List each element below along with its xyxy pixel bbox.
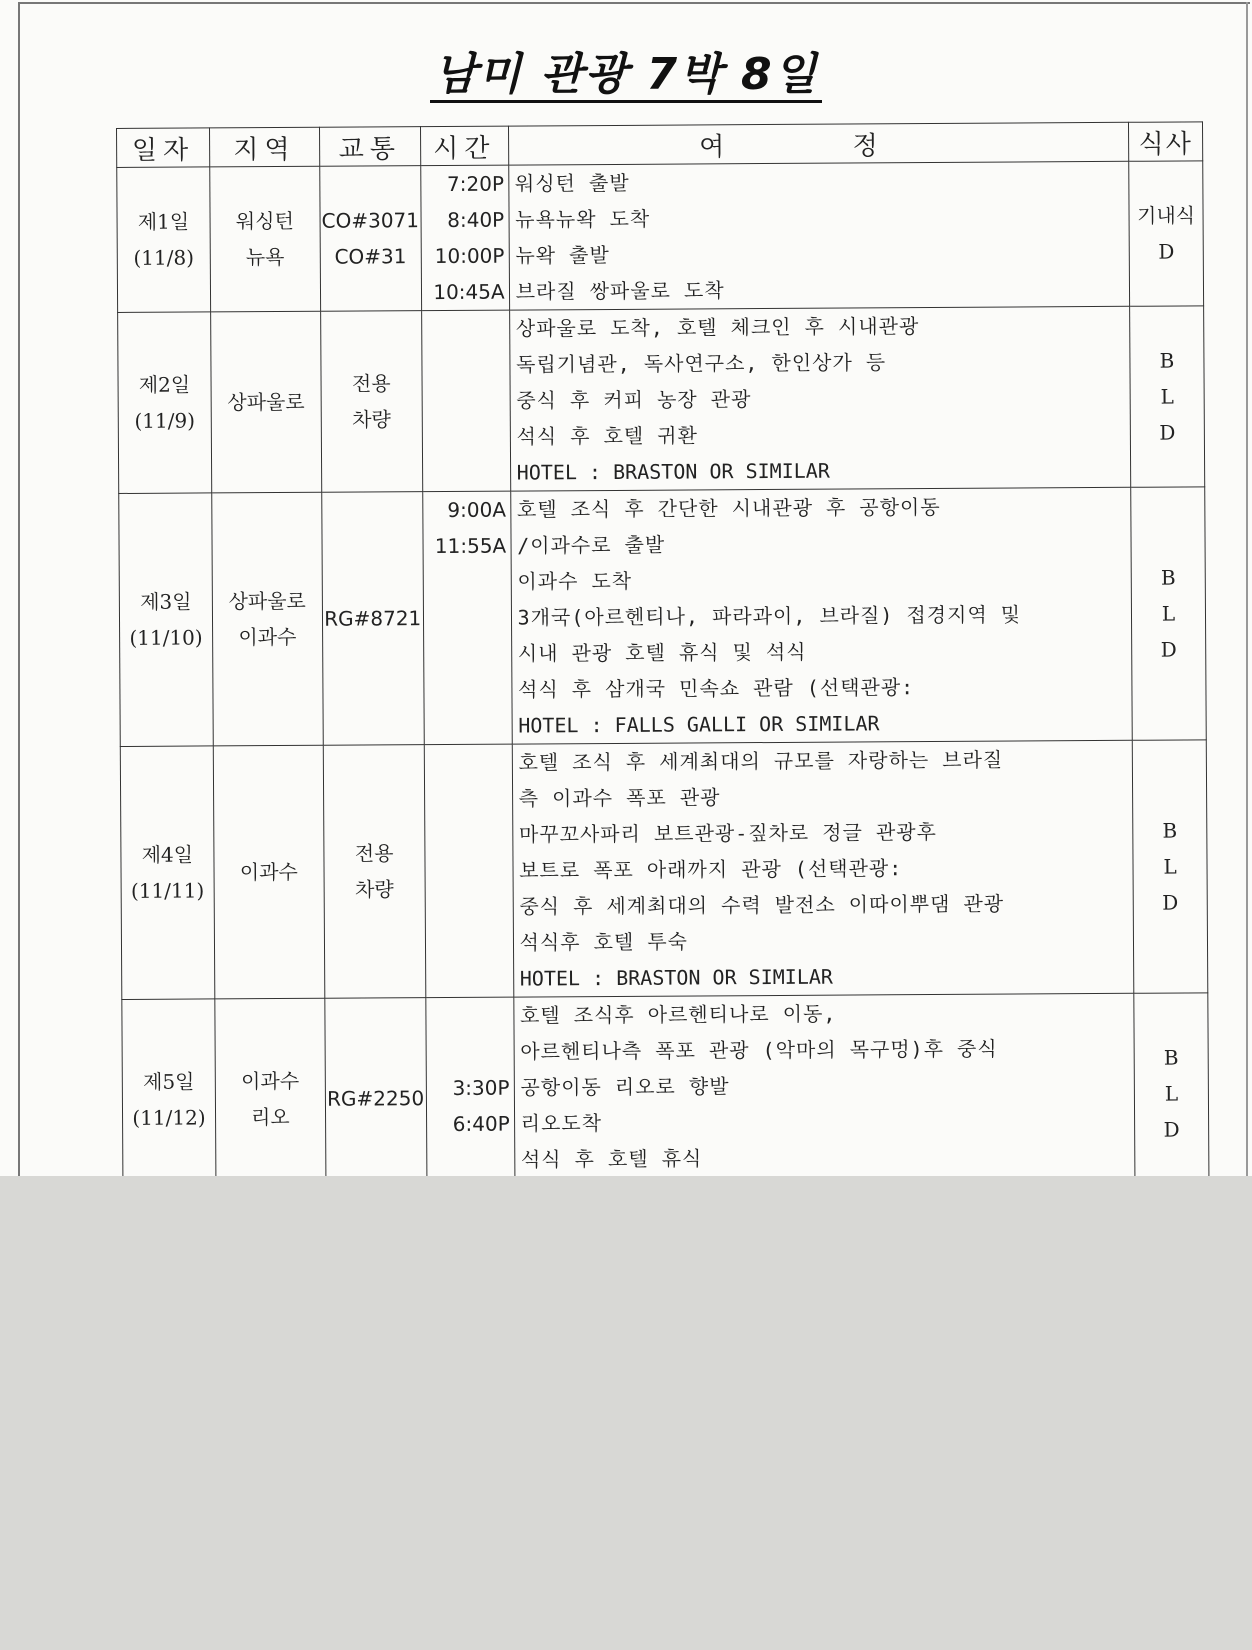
schedule-line: HOTEL : BRASTON OR SIMILAR	[519, 964, 833, 991]
page-edge-left	[18, 2, 20, 1176]
time-line: 3:30P	[452, 1075, 510, 1100]
region-line: 리오	[250, 1104, 290, 1129]
time-lines	[422, 311, 505, 312]
schedule-cell	[510, 487, 1132, 744]
header-time: 시간	[420, 126, 508, 166]
itinerary-body	[117, 161, 1209, 1176]
schedule-line: 상파울로 도착, 호텔 체크인 후 시내관광	[515, 314, 920, 341]
region-line: 이과수	[241, 1068, 300, 1093]
schedule-cell	[513, 993, 1135, 1176]
meal-line: L	[1163, 854, 1177, 879]
schedule-line: 중식 후 세계최대의 수력 발전소 이따이뿌댐 관광	[519, 891, 1005, 919]
title-text: 남미 관광 7박 8일	[430, 49, 822, 103]
date-line: 제1일	[137, 209, 190, 234]
meal-lines	[1135, 1039, 1209, 1147]
date-line: (11/8)	[133, 245, 195, 270]
date-lines	[117, 203, 209, 276]
time-line: 7:20P	[446, 171, 505, 196]
schedule-line: 워싱턴 출발	[514, 170, 630, 196]
time-line	[426, 998, 509, 1035]
date-line: (11/9)	[134, 408, 196, 433]
region-lines	[211, 384, 320, 421]
transport-line: CO#3071	[321, 208, 420, 233]
schedule-line: HOTEL : FALLS GALLI OR SIMILAR	[518, 711, 880, 738]
schedule-line: 독립기념관, 독사연구소, 한인상가 등	[516, 350, 887, 377]
schedule-line: 측 이과수 폭포 관광	[518, 785, 721, 811]
schedule-lines	[518, 741, 1133, 997]
time-lines	[426, 998, 510, 1143]
date-line: 제3일	[140, 589, 192, 614]
meal-line: D	[1158, 239, 1175, 264]
header-date: 일자	[117, 128, 210, 168]
schedule-line: 리오도착	[520, 1111, 603, 1136]
time-line: 11:55A	[434, 533, 507, 559]
time-line: 6:40P	[452, 1111, 510, 1136]
header-transport: 교통	[319, 127, 420, 167]
page-edge-top	[18, 2, 1250, 4]
meal-line: L	[1161, 601, 1176, 626]
meal-line: B	[1162, 818, 1178, 843]
time-line: 10:45A	[433, 279, 505, 305]
meal-line: 기내식	[1137, 203, 1196, 228]
schedule-line: 3개국(아르헨티나, 파라과이, 브라질) 접경지역 및	[517, 602, 1022, 630]
day-row	[118, 306, 1205, 494]
schedule-line: 석식 후 삼개국 민속쇼 관람 (선택관광:	[518, 675, 915, 702]
transport-cell	[321, 492, 424, 746]
date-line: (11/11)	[130, 878, 205, 903]
meal-line: B	[1159, 348, 1175, 373]
date-lines	[121, 836, 213, 909]
meal-cell	[1132, 740, 1207, 993]
date-cell	[120, 746, 214, 1000]
meal-line: L	[1164, 1081, 1179, 1106]
time-line	[426, 1034, 509, 1071]
transport-line: 차량	[354, 877, 394, 902]
header-schedule: 여 정	[508, 122, 1129, 165]
day-row	[122, 993, 1209, 1176]
date-lines	[123, 1063, 215, 1136]
time-lines	[423, 492, 506, 565]
schedule-line: /이과수로 출발	[517, 532, 666, 558]
schedule-cell	[512, 740, 1134, 997]
transport-cell	[320, 311, 422, 493]
region-line: 이과수	[238, 624, 297, 650]
time-lines	[424, 745, 507, 746]
time-cell	[422, 491, 511, 745]
date-line: 제2일	[138, 372, 191, 397]
transport-lines	[326, 1080, 426, 1117]
schedule-line: 호텔 조식후 아르헨티나로 이동,	[519, 1001, 837, 1028]
day-row	[117, 161, 1204, 313]
meal-cell	[1130, 306, 1205, 487]
region-lines	[210, 203, 319, 276]
time-line: 10:00P	[434, 243, 505, 269]
page-edge-right	[1246, 2, 1248, 1176]
time-lines	[421, 166, 505, 311]
transport-cell	[323, 745, 426, 999]
meal-line: L	[1160, 384, 1174, 409]
date-lines	[120, 583, 212, 656]
schedule-line: 마꾸꼬사파리 보트관광-짚차로 정글 관광후	[518, 819, 937, 847]
time-cell	[424, 744, 513, 998]
schedule-cell	[509, 306, 1131, 491]
schedule-line: 석식 후 호텔 귀환	[516, 423, 698, 449]
document-title	[0, 38, 1252, 102]
meal-cell	[1134, 993, 1209, 1176]
time-cell	[420, 165, 509, 311]
schedule-line: 중식 후 커피 농장 관광	[516, 387, 752, 413]
transport-line: 전용	[354, 841, 394, 866]
transport-line: CO#31	[334, 244, 407, 269]
region-line: 뉴욕	[245, 244, 285, 270]
itinerary-table	[116, 121, 1210, 1176]
meal-line: B	[1163, 1045, 1179, 1070]
schedule-line: 보트로 폭포 아래까지 관광 (선택관광:	[519, 856, 903, 883]
meal-lines	[1132, 559, 1206, 667]
day-row	[120, 740, 1208, 1000]
schedule-lines	[520, 994, 1134, 1176]
header-region: 지역	[209, 127, 319, 167]
meal-cell	[1129, 161, 1204, 306]
schedule-lines	[517, 488, 1132, 744]
region-lines	[214, 854, 323, 891]
schedule-line: 아르헨티나측 폭포 관광 (악마의 목구멍)후 중식	[520, 1036, 998, 1064]
region-lines	[213, 583, 322, 656]
transport-lines	[323, 600, 423, 637]
date-lines	[118, 366, 210, 439]
schedule-lines	[516, 307, 1130, 491]
schedule-lines	[515, 162, 1129, 310]
region-lines	[216, 1062, 325, 1135]
transport-cell	[319, 166, 421, 312]
meal-lines	[1130, 342, 1204, 450]
schedule-line: 이과수 도착	[517, 568, 633, 594]
transport-lines	[321, 365, 421, 438]
meal-line: D	[1163, 1117, 1180, 1142]
meal-line: D	[1159, 420, 1176, 445]
time-cell	[421, 310, 510, 492]
schedule-line: HOTEL : BRASTON OR SIMILAR	[516, 458, 830, 485]
transport-cell	[325, 998, 427, 1176]
meal-line: D	[1160, 637, 1177, 662]
schedule-line: 뉴왁 출발	[515, 242, 610, 268]
meal-line: D	[1162, 890, 1179, 915]
region-line: 워싱턴	[235, 208, 294, 234]
schedule-line: 석식 후 호텔 휴식	[520, 1146, 703, 1172]
schedule-line: 뉴욕뉴왁 도착	[515, 206, 651, 232]
date-cell	[118, 312, 212, 494]
region-cell	[212, 492, 323, 746]
meal-line: B	[1160, 565, 1176, 590]
day-row	[119, 487, 1207, 747]
time-cell	[426, 997, 515, 1176]
time-line: 9:00A	[447, 497, 507, 522]
transport-line: 전용	[351, 371, 391, 396]
region-cell	[210, 166, 321, 312]
meal-lines	[1129, 197, 1202, 269]
time-line: 8:40P	[447, 207, 505, 232]
date-line: 제4일	[141, 842, 194, 867]
region-cell	[213, 745, 324, 999]
region-cell	[211, 311, 322, 493]
header-meal: 식사	[1129, 122, 1203, 161]
date-line: (11/12)	[132, 1104, 206, 1130]
header-row	[117, 122, 1203, 168]
date-cell	[117, 167, 211, 313]
region-cell	[215, 998, 326, 1176]
transport-lines	[324, 835, 424, 908]
transport-line: 차량	[352, 407, 391, 432]
date-cell	[122, 999, 216, 1176]
meal-lines	[1133, 812, 1207, 920]
schedule-line: 공항이동 리오로 향발	[520, 1074, 730, 1100]
meal-cell	[1131, 487, 1206, 740]
region-line: 상파울로	[227, 389, 305, 415]
schedule-line: 브라질 쌍파울로 도착	[515, 278, 725, 304]
region-line: 상파울로	[228, 588, 306, 614]
schedule-cell	[508, 161, 1129, 310]
schedule-line: 호텔 조식 후 세계최대의 규모를 자랑하는 브라질	[518, 747, 1004, 775]
region-line: 이과수	[239, 859, 298, 885]
transport-line: RG#2250	[327, 1085, 425, 1111]
transport-lines	[320, 202, 420, 275]
date-line: 제5일	[143, 1069, 195, 1094]
date-line: (11/10)	[129, 625, 203, 650]
transport-line: RG#8721	[324, 606, 422, 631]
date-cell	[119, 493, 213, 747]
schedule-line: 석식후 호텔 투숙	[519, 929, 689, 955]
schedule-line: 호텔 조식 후 간단한 시내관광 후 공항이동	[516, 494, 941, 522]
schedule-line: 시내 관광 호텔 휴식 및 석식	[517, 639, 807, 666]
